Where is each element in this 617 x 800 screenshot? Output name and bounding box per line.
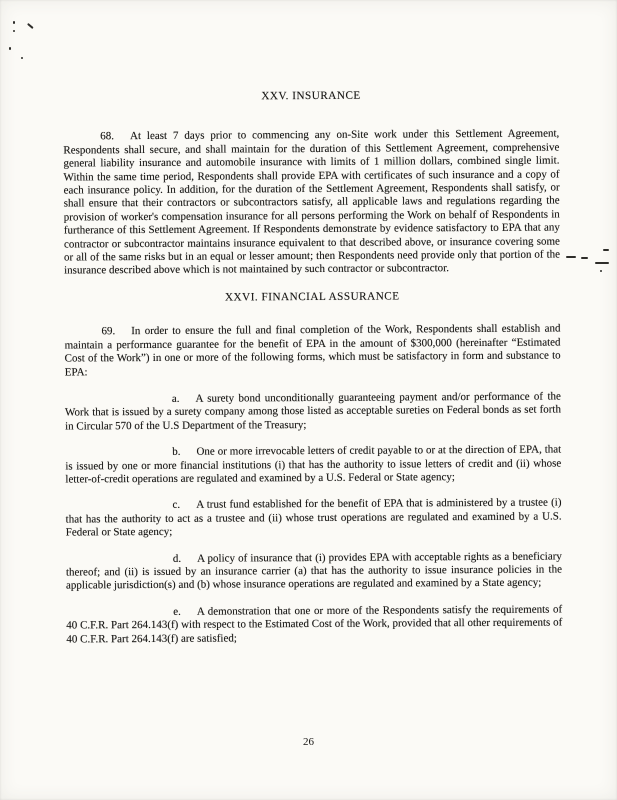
subparagraph-a-label: a. [171, 392, 180, 405]
scan-artifact [566, 256, 576, 258]
paragraph-68 [63, 128, 560, 278]
page-number: 26 [303, 736, 314, 748]
subparagraph-c-text: A trust fund established for the benefit of EPA that is administered by a trustee (i) that has the authority to act as a trustee and (ii) whose trust operations are regulated and examined by a U.S. Federal or State agency; [65, 496, 562, 539]
subparagraph-d [66, 550, 562, 593]
paragraph-68-label: 68. [100, 130, 115, 143]
subparagraph-e-label: e. [173, 605, 181, 618]
scan-artifact [13, 21, 15, 24]
subparagraph-e [66, 603, 562, 646]
paragraph-69-text: In order to ensure the full and final completion of the Work, Respondents shall establish and maintain a performance guarantee for the benefit of EPA in the amount of $300,000 (hereinafter “Estimated Cost of the Work”) in one or more of the following forms, which must be satisfactory in form and substance to EPA: [64, 322, 561, 379]
subparagraph-d-text: A policy of insurance that (i) provides EPA with acceptable rights as a beneficiary thereof; and (ii) is issued by an insurance carrier (a) that has the authority to issue insurance policies in the applicable jurisdiction(s) and (b) whose insurance operations are regulated and examined by a State agency; [65, 550, 562, 592]
subparagraph-b-label: b. [172, 445, 181, 458]
paragraph-68-text: At least 7 days prior to commencing any on-Site work under this Settlement Agreement, Respondents shall secure, and shall maintain for the duration of this Settlement Agreement, comprehensive general liability insurance and automobile insurance with limits of 1 million dollars, combined single limit. Within the same time period, Respondents shall provide EPA with certificates of such insurance and a copy of each insurance policy. In addition, for the duration of the Settlement Agreement, Respondents shall satisfy, or shall ensure that their contractors or subcontractors satisfy, all applicable laws and regulations regarding the provision of worker's compensation insurance for all persons performing the Work on behalf of Respondents in furtherance of this Settlement Agreement. If Respondents demonstrate by evidence satisfactory to EPA that any contractor or subcontractor maintains insurance equivalent to that described above, or insurance covering some or all of the same risks but in an equal or lesser amount; then Respondents need provide only that portion of the insurance described above which is not maintained by such contractor or subcontractor. [63, 127, 561, 277]
subparagraph-e-text: A demonstration that one or more of the Respondents satisfy the requirements of 40 C.F.R. Part 264.143(f) with respect to the Estimated Cost of the Work, provided that all other requirements of 40 C.F.R. Part 264.143(f) are satisfied; [66, 603, 563, 646]
scan-artifact [603, 249, 609, 251]
scan-artifact [595, 262, 609, 264]
scan-artifact [13, 30, 15, 32]
section-heading-financial-assurance: XXVI. FINANCIAL ASSURANCE [224, 290, 400, 304]
subparagraph-a-text: A surety bond unconditionally guaranteeing payment and/or performance of the Work that is issued by a surety company among those listed as acceptable sureties on Federal bonds as set forth in Circular 570 of the U.S Department of the Treasury; [64, 390, 561, 433]
document-body [63, 88, 562, 659]
scan-artifact [600, 270, 602, 272]
subparagraph-b-text: One or more irrevocable letters of credit payable to or at the direction of EPA, that is issued by one or more financial institutions (i) that has the authority to issue letters of credit and (ii) whose letter-of-credit operations are regulated and examined by a U.S. Federal or State agency; [65, 443, 562, 486]
subparagraph-a [65, 390, 561, 433]
subparagraph-c [65, 497, 561, 540]
paragraph-69-label: 69. [101, 325, 116, 338]
subparagraph-b [65, 444, 561, 487]
section-heading-insurance: XXV. INSURANCE [261, 89, 361, 103]
scan-artifact [581, 257, 588, 259]
scan-artifact [27, 23, 33, 29]
paragraph-69 [64, 323, 560, 380]
scan-artifact [21, 57, 23, 59]
scan-artifact [9, 47, 11, 50]
subparagraph-c-label: c. [172, 499, 181, 512]
subparagraph-d-label: d. [172, 552, 182, 565]
